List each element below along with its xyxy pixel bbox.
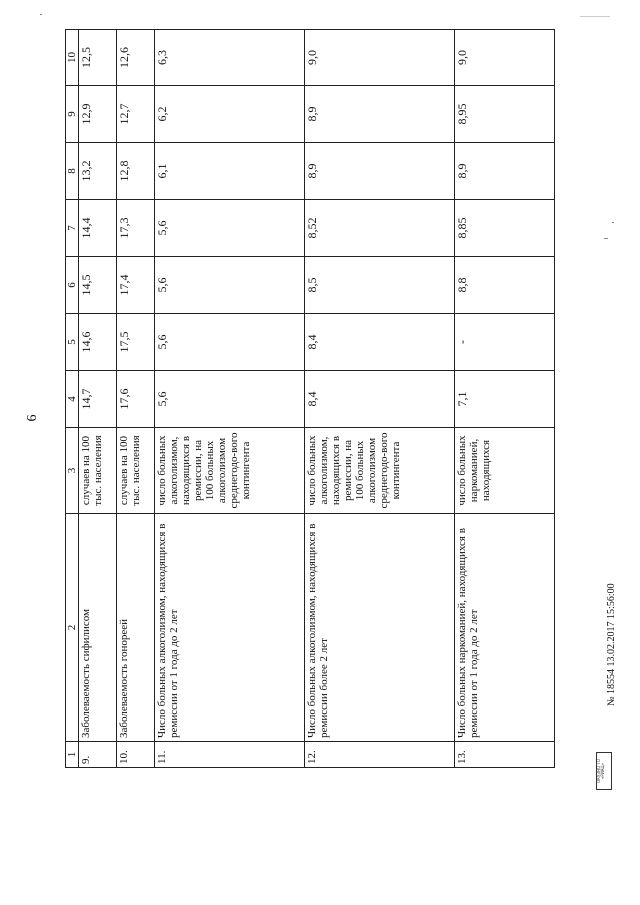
value-cell: 8,5 — [305, 257, 455, 314]
value-cell: 8,9 — [305, 86, 455, 143]
row-number: 9. — [79, 742, 117, 768]
header-cell: 9 — [66, 86, 79, 143]
table-row — [155, 30, 305, 768]
unit-cell: число больных алкоголизмом, находящихся в ремиссии, на 100 больных алкоголизмом среднегодо-вого контингента — [155, 428, 305, 514]
indicators-table-wrapper — [65, 30, 555, 768]
table-row — [79, 30, 117, 768]
row-number: 11. — [155, 742, 305, 768]
organization-stamp: ОКУЗНО ТО «РИАЦ» — [596, 752, 612, 790]
value-cell: 5,6 — [155, 314, 305, 371]
row-number: 12. — [305, 742, 455, 768]
value-cell: 8,8 — [455, 257, 555, 314]
value-cell: 8,95 — [455, 86, 555, 143]
value-cell: 8,9 — [455, 143, 555, 200]
indicator-name: Число больных алкоголизмом, находящихся в ремиссии более 2 лет — [305, 514, 455, 742]
page-number: 6 — [25, 414, 40, 422]
value-cell: 8,52 — [305, 200, 455, 257]
table-row — [455, 30, 555, 768]
row-number: 10. — [117, 742, 155, 768]
value-cell: 12,8 — [117, 143, 155, 200]
value-cell: 7,1 — [455, 371, 555, 428]
unit-cell: число больных алкоголизмом, находящихся в ремиссии, на 100 больных алкоголизмом среднегодо-вого контингента — [305, 428, 455, 514]
value-cell: 6,2 — [155, 86, 305, 143]
value-cell: 5,6 — [155, 257, 305, 314]
value-cell: 14,5 — [79, 257, 117, 314]
value-cell: 12,6 — [117, 30, 155, 86]
unit-cell: случаев на 100 тыс. населения — [79, 428, 117, 514]
value-cell: 17,5 — [117, 314, 155, 371]
value-cell: 12,5 — [79, 30, 117, 86]
value-cell: 6,1 — [155, 143, 305, 200]
indicator-name: Число больных наркоманией, находящихся в ремиссии от 1 года до 2 лет — [455, 514, 555, 742]
value-cell: 17,4 — [117, 257, 155, 314]
indicators-table — [65, 29, 555, 768]
header-cell: 1 — [66, 742, 79, 768]
header-cell: 6 — [66, 257, 79, 314]
value-cell: 14,6 — [79, 314, 117, 371]
scan-speck — [40, 14, 42, 15]
header-cell: 10 — [66, 30, 79, 86]
table-row — [117, 30, 155, 768]
unit-cell: число больных наркоманией, находящихся — [455, 428, 555, 514]
scan-speck — [612, 222, 614, 223]
scan-speck — [604, 238, 608, 239]
value-cell: 6,3 — [155, 30, 305, 86]
value-cell: 12,9 — [79, 86, 117, 143]
indicator-name: Заболеваемость сифилисом — [79, 514, 117, 742]
header-cell: 3 — [66, 428, 79, 514]
value-cell: 12,7 — [117, 86, 155, 143]
table-row — [305, 30, 455, 768]
header-cell: 2 — [66, 514, 79, 742]
value-cell: 13,2 — [79, 143, 117, 200]
header-cell: 7 — [66, 200, 79, 257]
value-cell: 17,6 — [117, 371, 155, 428]
row-number: 13. — [455, 742, 555, 768]
value-cell: 9,0 — [305, 30, 455, 86]
value-cell: - — [455, 314, 555, 371]
value-cell: 17,3 — [117, 200, 155, 257]
value-cell: 9,0 — [455, 30, 555, 86]
value-cell: 5,6 — [155, 371, 305, 428]
value-cell: 5,6 — [155, 200, 305, 257]
value-cell: 8,4 — [305, 314, 455, 371]
value-cell: 14,4 — [79, 200, 117, 257]
indicator-name: Число больных алкоголизмом, находящихся в ремиссии от 1 года до 2 лет — [155, 514, 305, 742]
indicator-name: Заболеваемость гонореей — [117, 514, 155, 742]
header-cell: 4 — [66, 371, 79, 428]
scan-speck — [580, 16, 610, 17]
header-cell: 5 — [66, 314, 79, 371]
value-cell: 14,7 — [79, 371, 117, 428]
value-cell: 8,85 — [455, 200, 555, 257]
unit-cell: случаев на 100 тыс. населения — [117, 428, 155, 514]
header-cell: 8 — [66, 143, 79, 200]
registration-line: № 18554 13.02.2017 15:56:00 — [606, 583, 617, 706]
value-cell: 8,9 — [305, 143, 455, 200]
value-cell: 8,4 — [305, 371, 455, 428]
header-row — [66, 30, 79, 768]
